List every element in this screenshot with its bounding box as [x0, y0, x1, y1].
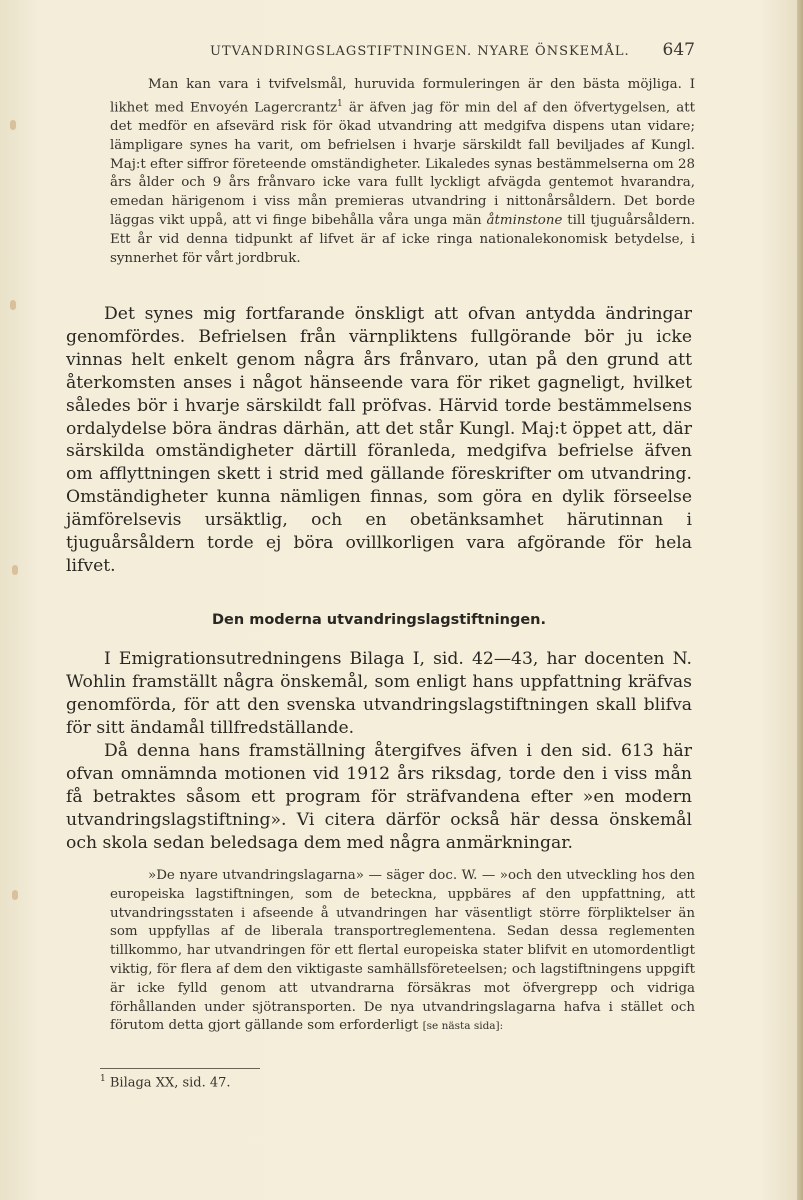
page-number: 647 [662, 40, 695, 60]
paragraph-1-text: Man kan vara i tvifvelsmål, huruvida formuleringen är den bästa möjliga. I likhet med Envoyén Lagercrantz [110, 77, 695, 116]
quotation-paragraph [110, 867, 695, 1036]
running-header [120, 40, 695, 64]
section-heading: Den moderna utvandringslagstiftningen. [211, 612, 547, 628]
footnote-number: 1 [100, 1074, 106, 1084]
paragraph-3: I Emigrationsutredningens Bilaga I, sid. 42—43, har docenten N. Wohlin framställt några önskemål, som enligt hans uppfattning kräfvas genomförda, för att den svenska utvandringslagstiftningen skall blifva för sitt ändamål tillfredställande. [66, 649, 692, 738]
running-title: UTVANDRINGSLAGSTIFTNINGEN. NYARE ÖNSKEMÅL. [210, 44, 630, 59]
paper-stain [12, 565, 18, 575]
paper-stain [10, 120, 16, 130]
footnote [100, 1074, 231, 1090]
paragraph-1 [110, 76, 695, 268]
continued-note: [se nästa sida]: [422, 1020, 504, 1033]
paragraph-2: Det synes mig fortfarande önskligt att ofvan antydda ändringar genomfördes. Befrielsen från värnpliktens fullgörande bör ju icke vinnas helt enkelt genom några års frånvaro, utan på den grund att återkomsten anses i något hänseende vara för riket gagneligt, hvilket således bör i hvarje särskildt fall pröfvas. Härvid torde bestämmelsens ordalydelse böra ändras därhän, att det står Kungl. Maj:t öppet att, där särskilda omständigheter därtill föranleda, medgifva befrielse äfven om afflyttningen skett i strid med gällande föreskrifter om utvandring. Omständigheter kunna nämligen finnas, som göra en dylik förseelse jämförelsevis ursäktlig, och en obetänksamhet härutinnan i tjuguårsåldern torde ej böra ovillkorligen vara afgörande för hela lifvet. [66, 304, 692, 576]
footnote-text: Bilaga XX, sid. 47. [105, 1075, 231, 1091]
paragraph-1-text-end: till tjuguårsåldern. Ett år vid denna tidpunkt af lifvet är af icke ringa nationalekonomisk betydelse, i synnerhet för vårt jordbruk. [110, 213, 695, 266]
paragraph-4: Då denna hans framställning återgifves äfven i den sid. 613 här ofvan omnämnda motionen vid 1912 års riksdag, torde den i viss mån få betraktes såsom ett program för sträfvandena efter »en modern utvandringslagstiftning». Vi citera därför också här dessa önskemål och skola sedan beledsaga dem med några anmärkningar. [66, 741, 692, 853]
paper-stain [12, 890, 18, 900]
page-edge [797, 0, 803, 1200]
emphasis-text: åtminstone [486, 213, 563, 229]
paper-stain [10, 300, 16, 310]
paragraph-1-text-cont: är äfven jag för min del af den öfvertygelsen, att det medför en afsevärd risk för ökad utvandring att medgifva dispens utan vidare; lämpligare synes ha varit, om befrielsen i hvarje särskildt fall beviljades af Kungl. Maj:t efter siffror företeende omständigheter. Likaledes synas bestämmelserna om 28 års ålder och 9 års frånvaro icke vara fullt lyckligt afvägda gentemot hvarandra, emedan härigenom i viss mån premieras utvandring i nittonårsåldern. Det borde läggas vikt uppå, att vi finge bibehålla våra unga män [110, 100, 695, 229]
footnote-rule [100, 1068, 260, 1069]
quotation-text: »De nyare utvandringslagarna» — säger doc. W. — »och den utveckling hos den europeiska lagstiftningen, som de beteckna, uppbäres af den uppfattning, att utvandringsstaten i afseende å utvandringen har väsentligt större förpliktelser än som uppfyllas af de liberala transportreglementena. Sedan dessa reglementen tillkommo, har utvandringen för ett flertal europeiska stater blifvit en utomordentligt viktig, för flera af dem den viktigaste samhällsföreteelsen; och lagstiftningens uppgift är icke fylld genom att utvandrarna försäkras mot öfvergrepp och vidriga förhållanden under sjötransporten. De nya utvandringslagarna hafva i stället och förutom detta gjort gällande som erforderligt [110, 868, 695, 1034]
footnote-marker: 1 [337, 98, 343, 109]
